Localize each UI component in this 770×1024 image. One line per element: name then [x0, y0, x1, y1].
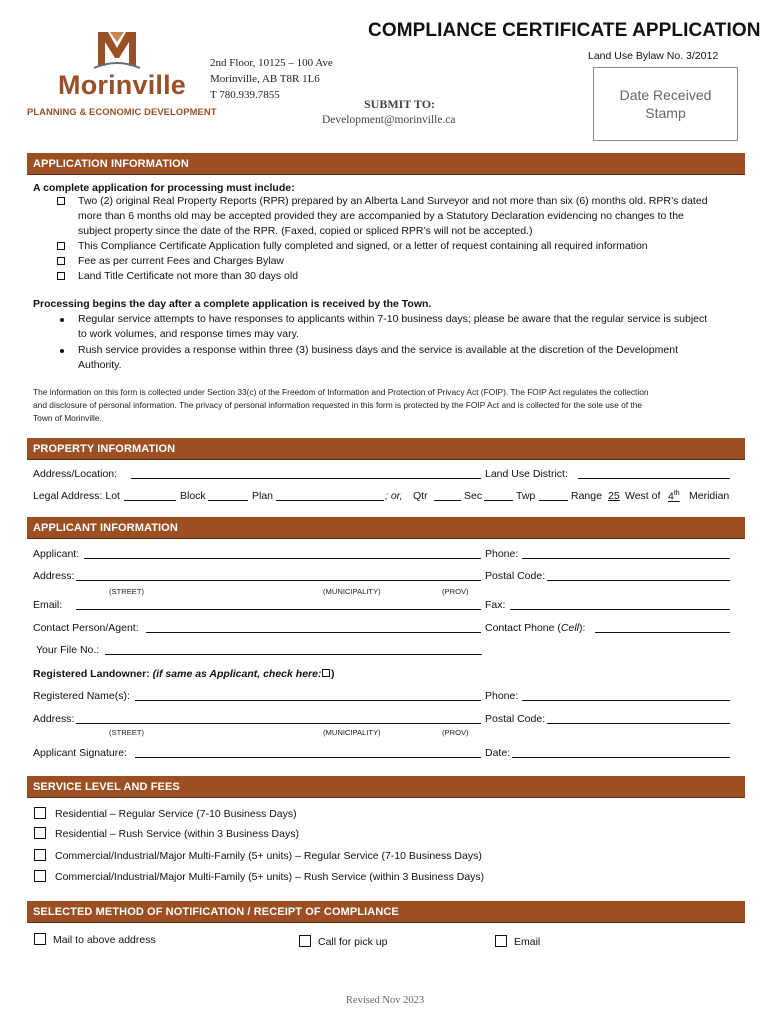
qtr-field[interactable] — [434, 490, 461, 501]
address-line-2: Morinville, AB T8R 1L6 — [210, 73, 320, 85]
sec-label: Sec — [464, 490, 483, 502]
revision-date: Revised Nov 2023 — [345, 995, 425, 1006]
notification-method-header: SELECTED METHOD OF NOTIFICATION / RECEIPT OF COMPLIANCE — [27, 901, 745, 923]
org-name: Morinville — [58, 70, 187, 100]
land-use-district-label: Land Use District: — [485, 468, 568, 480]
req-rpr-line-3: subject property since the date of the RPR. (Faxed, copied or spliced RPR’s will not be accepted.) — [78, 225, 533, 237]
block-field[interactable] — [208, 490, 248, 501]
postal-code-field[interactable] — [547, 570, 730, 581]
office-phone: T 780.939.7855 — [210, 89, 280, 101]
reg-postal-code-field[interactable] — [547, 713, 730, 724]
meridian-value: 4th — [668, 490, 680, 503]
service-level-header: SERVICE LEVEL AND FEES — [27, 776, 745, 798]
address-label: Address: — [33, 570, 75, 582]
address-line-1: 2nd Floor, 10125 – 100 Ave — [210, 57, 333, 69]
residential-rush-label: Residential – Rush Service (within 3 Business Days) — [55, 828, 299, 840]
plan-field[interactable] — [276, 490, 384, 501]
commercial-regular-label: Commercial/Industrial/Major Multi-Family (5+ units) – Regular Service (7-10 Business Days) — [55, 850, 482, 862]
proc-rush-line-2: Authority. — [78, 359, 122, 371]
proc-regular-line-2: to work volumes, and response times may vary. — [78, 328, 299, 340]
fax-field[interactable] — [510, 599, 730, 610]
phone-field[interactable] — [522, 548, 730, 559]
applicant-signature-field[interactable] — [135, 747, 481, 758]
applicant-field[interactable] — [84, 548, 481, 559]
submit-to-label: SUBMIT TO: — [364, 97, 436, 111]
stamp-line-1: Date Received — [619, 87, 712, 103]
municipality-sublabel: (MUNICIPALITY) — [323, 587, 381, 596]
submit-email[interactable]: Development@morinville.ca — [322, 114, 456, 126]
req-application-text: This Compliance Certificate Application fully completed and signed, or a letter of request containing all required information — [78, 240, 648, 252]
your-file-no-field[interactable] — [105, 644, 482, 655]
reg-street-sublabel: (STREET) — [109, 728, 145, 737]
email-checkbox[interactable] — [495, 935, 507, 947]
landowner-hint-close: ) — [331, 668, 335, 680]
pickup-label: Call for pick up — [318, 936, 388, 948]
your-file-no-label: Your File No.: — [36, 644, 100, 656]
commercial-rush-label: Commercial/Industrial/Major Multi-Family (5+ units) – Rush Service (within 3 Business Days) — [55, 871, 485, 883]
land-use-district-field[interactable] — [578, 468, 730, 479]
fax-label: Fax: — [485, 599, 506, 611]
req-title-text: Land Title Certificate not more than 30 days old — [78, 270, 299, 282]
west-of-label: West of — [625, 490, 661, 502]
registered-names-label: Registered Name(s): — [33, 690, 130, 702]
contact-person-label: Contact Person/Agent: — [33, 622, 139, 634]
proc-rush-line-1: Rush service provides a response within three (3) business days and the service is available at the discretion of the Development — [78, 344, 678, 356]
registered-landowner-label: Registered Landowner: (if same as Applicant, check here: — [33, 668, 322, 680]
reg-phone-label: Phone: — [485, 690, 519, 702]
twp-label: Twp — [516, 490, 536, 502]
requirements-intro: A complete application for processing must include: — [33, 182, 295, 194]
postal-code-label: Postal Code: — [485, 570, 546, 582]
residential-regular-checkbox[interactable] — [34, 807, 46, 819]
proc-regular-line-1: Regular service attempts to have responses to applicants within 7-10 business days; please be aware that the regular service is subject — [78, 313, 708, 325]
contact-phone-label: Contact Phone (Cell): — [485, 622, 586, 634]
email-label: Email: — [33, 599, 63, 611]
prov-sublabel: (PROV) — [442, 587, 469, 596]
email-option-label: Email — [514, 936, 541, 948]
req-title-checkbox[interactable] — [57, 272, 65, 280]
req-rpr-line-2: more than 6 months old may be accepted provided they are accompanied by a Statutory Declaration evidencing no changes to the — [78, 210, 684, 222]
qtr-label: Qtr — [413, 490, 428, 502]
registered-names-field[interactable] — [135, 690, 481, 701]
email-field[interactable] — [76, 599, 481, 610]
bylaw-reference: Land Use Bylaw No. 3/2012 — [588, 50, 719, 62]
residential-regular-label: Residential – Regular Service (7-10 Business Days) — [55, 808, 297, 820]
mail-checkbox[interactable] — [34, 933, 46, 945]
reg-municipality-sublabel: (MUNICIPALITY) — [323, 728, 381, 737]
lot-field[interactable] — [124, 490, 176, 501]
plan-label: Plan — [252, 490, 274, 502]
reg-prov-sublabel: (PROV) — [442, 728, 469, 737]
processing-title: Processing begins the day after a complete application is received by the Town. — [33, 298, 432, 310]
bullet-icon — [60, 349, 64, 353]
req-fee-text: Fee as per current Fees and Charges Bylaw — [78, 255, 285, 267]
range-label: Range — [571, 490, 602, 502]
bullet-icon — [60, 318, 64, 322]
sec-field[interactable] — [484, 490, 513, 501]
req-application-checkbox[interactable] — [57, 242, 65, 250]
stamp-line-2: Stamp — [645, 105, 686, 121]
org-subtitle: PLANNING & ECONOMIC DEVELOPMENT — [27, 106, 217, 117]
foip-line-2: and disclosure of personal information. The privacy of personal information requested in this form is protected by the FOIP Act and is collected for the sole use of the — [33, 400, 643, 410]
date-field[interactable] — [512, 747, 730, 758]
foip-line-1: The information on this form is collected under Section 33(c) of the Freedom of Information and Protection of Privacy Act (FOIP). The FOIP Act regulates the collection — [33, 387, 649, 397]
applicant-signature-label: Applicant Signature: — [33, 747, 127, 759]
pickup-checkbox[interactable] — [299, 935, 311, 947]
contact-phone-field[interactable] — [595, 622, 730, 633]
page-title: COMPLIANCE CERTIFICATE APPLICATION — [368, 20, 761, 41]
application-info-header: APPLICATION INFORMATION — [27, 153, 745, 175]
foip-line-3: Town of Morinville. — [33, 413, 102, 423]
or-label: ; or, — [385, 490, 403, 502]
applicant-info-header: APPLICANT INFORMATION — [27, 517, 745, 539]
commercial-regular-checkbox[interactable] — [34, 849, 46, 861]
phone-label: Phone: — [485, 548, 519, 560]
reg-postal-code-label: Postal Code: — [485, 713, 546, 725]
twp-field[interactable] — [539, 490, 568, 501]
reg-phone-field[interactable] — [522, 690, 730, 701]
range-value: 25 — [608, 490, 620, 502]
reg-address-label: Address: — [33, 713, 75, 725]
mail-label: Mail to above address — [53, 934, 156, 946]
block-label: Block — [180, 490, 206, 502]
address-location-label: Address/Location: — [33, 468, 118, 480]
applicant-label: Applicant: — [33, 548, 80, 560]
address-field[interactable] — [76, 570, 481, 581]
address-location-field[interactable] — [131, 468, 481, 479]
street-sublabel: (STREET) — [109, 587, 145, 596]
landowner-same-checkbox[interactable] — [322, 669, 330, 677]
office-address — [210, 55, 333, 103]
date-received-stamp-box — [593, 67, 738, 141]
req-rpr-line-1: Two (2) original Real Property Reports (RPR) prepared by an Alberta Land Surveyor and not more than six (6) months old. RPR’s dated — [78, 195, 708, 207]
contact-person-field[interactable] — [146, 622, 481, 633]
req-rpr-checkbox[interactable] — [57, 197, 65, 205]
property-info-header: PROPERTY INFORMATION — [27, 438, 745, 460]
req-fee-checkbox[interactable] — [57, 257, 65, 265]
residential-rush-checkbox[interactable] — [34, 827, 46, 839]
meridian-label: Meridian — [689, 490, 730, 502]
morinville-logo-icon — [92, 28, 142, 70]
legal-address-lot-label: Legal Address: Lot — [33, 490, 120, 502]
date-label: Date: — [485, 747, 511, 759]
reg-address-field[interactable] — [76, 713, 481, 724]
commercial-rush-checkbox[interactable] — [34, 870, 46, 882]
